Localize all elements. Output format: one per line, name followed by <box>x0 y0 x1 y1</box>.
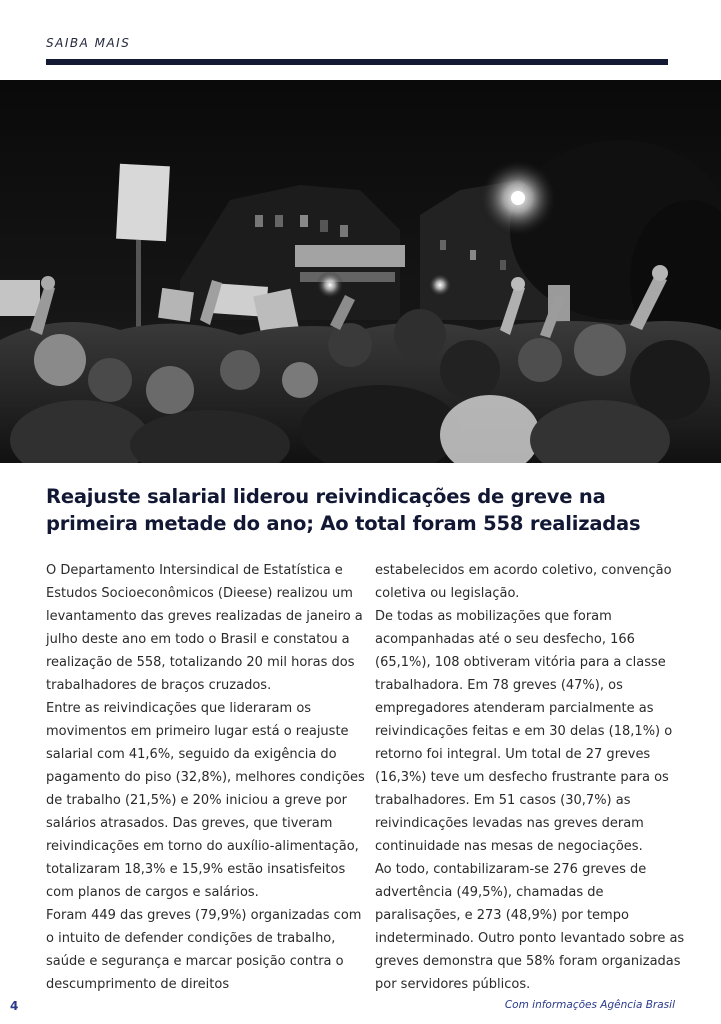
section-label: SAIBA MAIS <box>46 36 131 50</box>
page-number: 4 <box>10 999 19 1013</box>
protest-photo <box>0 80 721 463</box>
article-column-right <box>375 559 685 996</box>
article-column-left <box>46 559 366 996</box>
paragraph: O Departamento Intersindical de Estatística e Estudos Socioeconômicos (Dieese) realizou um levantamento das greves realizadas de janeiro a julho deste ano em todo o Brasil e constatou a realização de 558, totalizando 20 mil horas dos trabalhadores de braços cruzados. <box>46 563 363 693</box>
paragraph: estabelecidos em acordo coletivo, convenção coletiva ou legislação. <box>375 563 672 601</box>
header-rule <box>46 59 668 65</box>
article-headline <box>46 483 676 537</box>
paragraph: Foram 449 das greves (79,9%) organizadas com o intuito de defender condições de trabalho, saúde e segurança e marcar posição contra o descumprimento de direitos <box>46 908 362 992</box>
paragraph: De todas as mobilizações que foram acompanhadas até o seu desfecho, 166 (65,1%), 108 obtiveram vitória para a classe trabalhadora. Em 78 greves (47%), os empregadores atenderam parcialmente as reivindicações feitas e em 30 delas (18,1%) o retorno foi integral. Um total de 27 greves (16,3%) teve um desfecho frustrante para os trabalhadores. Em 51 casos (30,7%) as reivindicações levadas nas greves deram continuidade nas mesas de negociações. <box>375 609 673 854</box>
paragraph: Ao todo, contabilizaram-se 276 greves de advertência (49,5%), chamadas de paralisações, e 273 (48,9%) por tempo indeterminado. Outro ponto levantado sobre as greves demonstra que 58% foram organizadas por servidores públicos. <box>375 862 685 992</box>
paragraph: Entre as reivindicações que lideraram os movimentos em primeiro lugar está o reajuste salarial com 41,6%, seguido da exigência do pagamento do piso (32,8%), melhores condições de trabalho (21,5%) e 20% iniciou a greve por salários atrasados. Das greves, que tiveram reivindicações em torno do auxílio-alimentação, totalizaram 18,3% e 15,9% estão insatisfeitos com planos de cargos e salários. <box>46 701 365 900</box>
headline-line-2: primeira metade do ano; Ao total foram 558 realizadas <box>46 512 641 535</box>
source-credit: Com informações Agência Brasil <box>504 999 675 1011</box>
headline-line-1: Reajuste salarial liderou reivindicações de greve na <box>46 485 606 508</box>
